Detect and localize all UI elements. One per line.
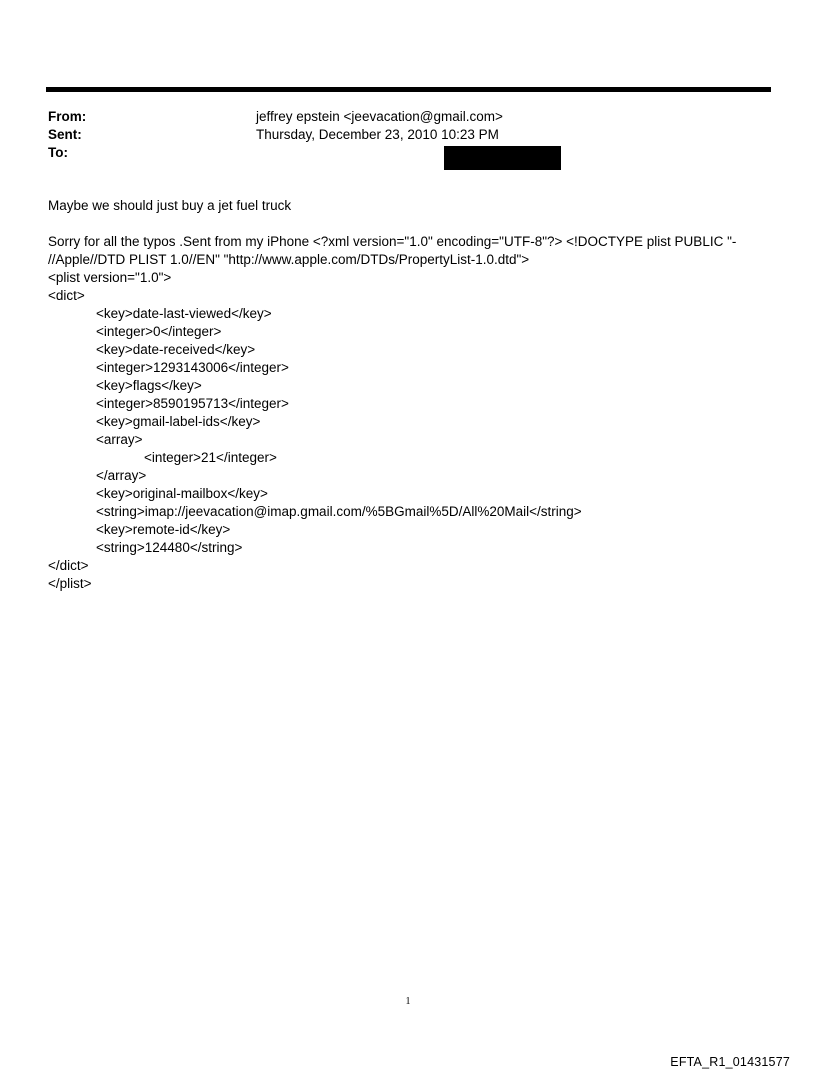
plist-open-line: <plist version="1.0"> — [48, 270, 172, 285]
plist-entry-line: <string>imap://jeevacation@imap.gmail.com/%5BGmail%5D/All%20Mail</string> — [96, 504, 582, 519]
plist-entry-line: </array> — [96, 468, 147, 483]
plist-entry-line: <key>date-last-viewed</key> — [96, 306, 272, 321]
to-label: To: — [48, 145, 68, 160]
sent-row — [48, 126, 768, 144]
bates-number: EFTA_R1_01431577 — [670, 1055, 790, 1069]
plist-entry-line: <key>gmail-label-ids</key> — [96, 414, 261, 429]
plist-entry-line: <key>original-mailbox</key> — [96, 486, 268, 501]
plist-close-line: </plist> — [48, 576, 92, 591]
from-value: jeffrey epstein <jeevacation@gmail.com> — [256, 109, 503, 124]
to-row — [48, 144, 768, 162]
from-row — [48, 108, 768, 126]
email-header — [48, 108, 768, 162]
plist-entry-line: <array> — [96, 432, 143, 447]
email-body — [48, 197, 748, 593]
body-line: Maybe we should just buy a jet fuel truck — [48, 198, 292, 213]
plist-entry-line: <key>flags</key> — [96, 378, 202, 393]
plist-entry-line: <key>remote-id</key> — [96, 522, 231, 537]
from-label: From: — [48, 109, 87, 124]
body-line: Sorry for all the typos .Sent from my iPhone <?xml version="1.0" encoding="UTF-8"?> <!DOCTYPE plist PUBLIC "- — [48, 234, 737, 249]
body-line: //Apple//DTD PLIST 1.0//EN" "http://www.apple.com/DTDs/PropertyList-1.0.dtd"> — [48, 252, 530, 267]
dict-open-line: <dict> — [48, 288, 85, 303]
plist-array-item-line: <integer>21</integer> — [144, 450, 277, 465]
sent-value: Thursday, December 23, 2010 10:23 PM — [256, 127, 499, 142]
plist-entry-line: <key>date-received</key> — [96, 342, 256, 357]
dict-close-line: </dict> — [48, 558, 89, 573]
redaction-box — [444, 146, 561, 170]
plist-entry-line: <integer>0</integer> — [96, 324, 222, 339]
header-rule — [46, 87, 771, 92]
page-number: 1 — [405, 996, 411, 1007]
plist-entry-line: <string>124480</string> — [96, 540, 243, 555]
plist-entry-line: <integer>1293143006</integer> — [96, 360, 289, 375]
sent-label: Sent: — [48, 127, 82, 142]
plist-entry-line: <integer>8590195713</integer> — [96, 396, 289, 411]
